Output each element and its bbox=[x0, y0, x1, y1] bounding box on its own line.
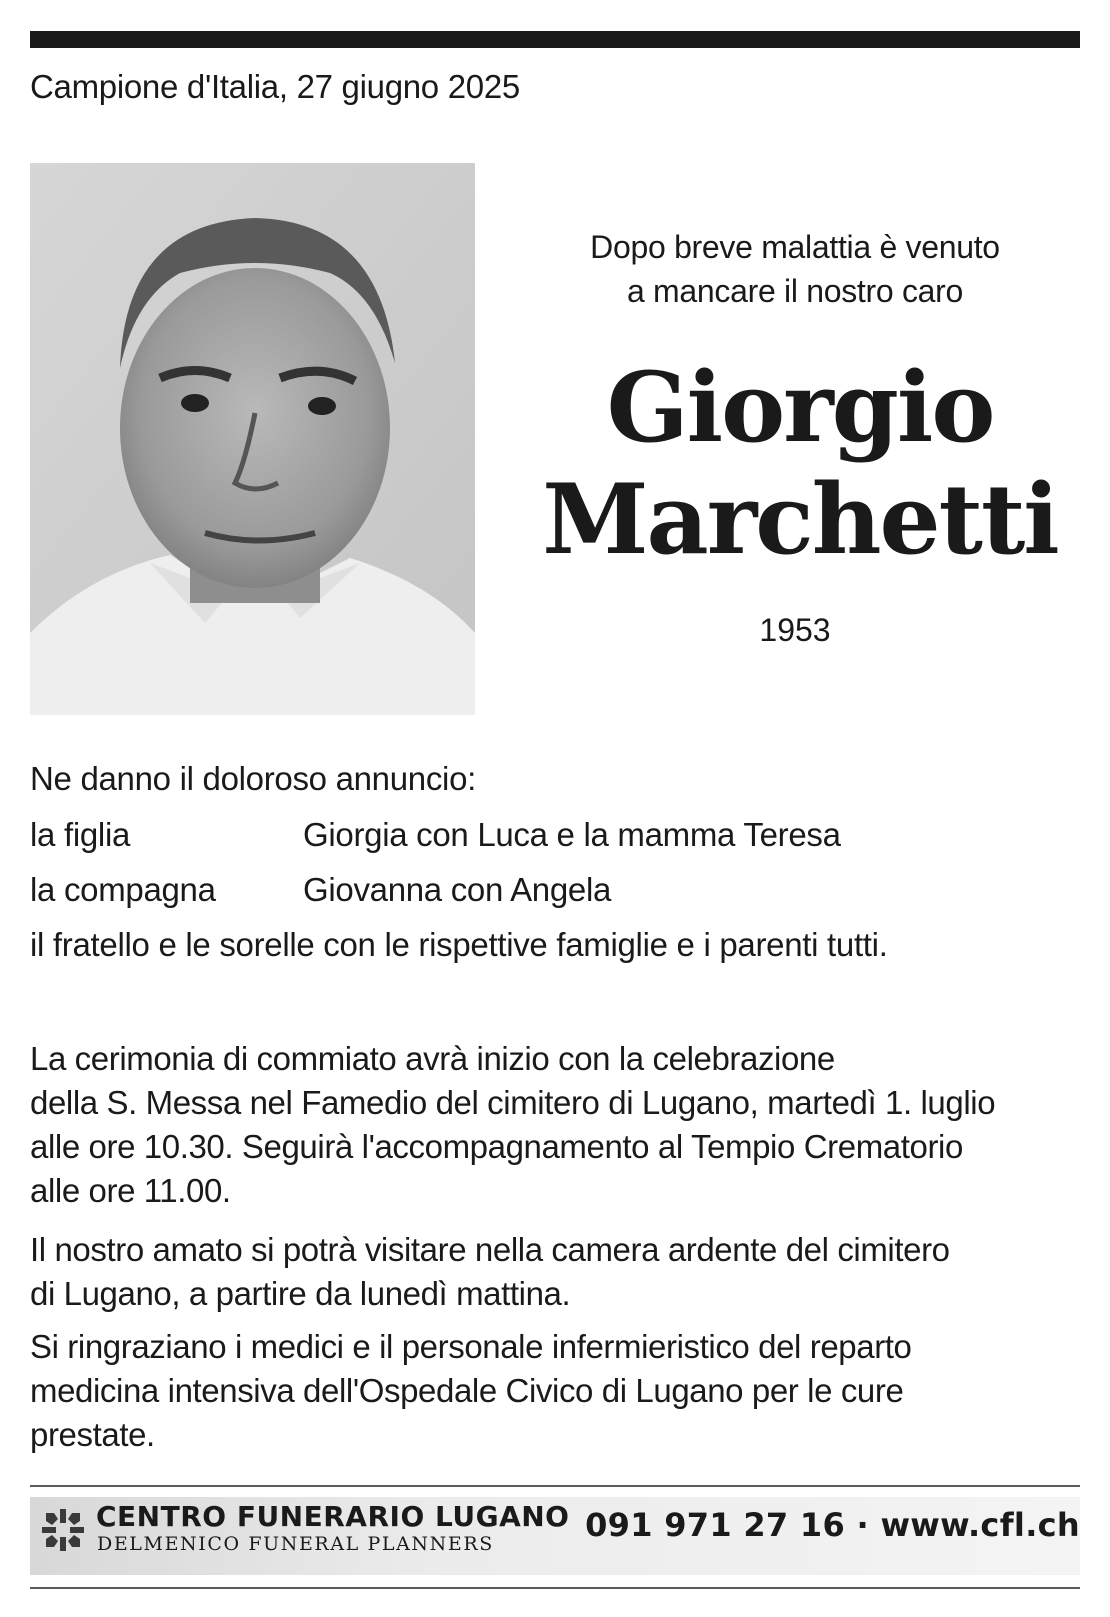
top-rule bbox=[30, 31, 1080, 48]
phone-number[interactable]: 091 971 27 16 bbox=[585, 1506, 846, 1544]
website-link[interactable]: www.cfl.ch bbox=[880, 1506, 1080, 1544]
contact-info bbox=[585, 1506, 1080, 1544]
place-date: Campione d'Italia, 27 giugno 2025 bbox=[30, 68, 520, 105]
visitation-paragraph bbox=[30, 1228, 1060, 1316]
text-line: della S. Messa nel Famedio del cimitero di Lugano, martedì 1. luglio bbox=[30, 1084, 996, 1121]
text-line: Si ringraziano i medici e il personale infermieristico del reparto bbox=[30, 1328, 912, 1365]
footer-top-rule bbox=[30, 1485, 1080, 1487]
last-name: Marchetti bbox=[542, 463, 1058, 576]
text-line: La cerimonia di commiato avrà inizio con la celebrazione bbox=[30, 1040, 835, 1077]
intro-text bbox=[530, 225, 1060, 313]
relative-names: Giorgia con Luca e la mamma Teresa bbox=[303, 816, 841, 853]
announcement-title: Ne danno il doloroso annuncio: bbox=[30, 760, 476, 797]
thanks-paragraph bbox=[30, 1325, 1060, 1457]
portrait-photo bbox=[30, 163, 475, 715]
intro-line: a mancare il nostro caro bbox=[626, 273, 964, 309]
announcement-closing: il fratello e le sorelle con le rispettive famiglie e i parenti tutti. bbox=[30, 926, 888, 963]
relative-role: la compagna bbox=[30, 871, 216, 908]
relative-names: Giovanna con Angela bbox=[303, 871, 612, 908]
cfl-logo-icon bbox=[40, 1507, 86, 1553]
text-line: alle ore 10.30. Seguirà l'accompagnamento al Tempio Crematorio bbox=[30, 1128, 963, 1165]
text-line: di Lugano, a partire da lunedì mattina. bbox=[30, 1275, 571, 1312]
deceased-name bbox=[520, 352, 1080, 576]
text-line: alle ore 11.00. bbox=[30, 1172, 231, 1209]
intro-line: Dopo breve malattia è venuto bbox=[590, 229, 1000, 265]
footer-bottom-rule bbox=[30, 1587, 1080, 1589]
text-line: prestate. bbox=[30, 1416, 155, 1453]
ceremony-paragraph bbox=[30, 1037, 1060, 1213]
relative-role: la figlia bbox=[30, 816, 131, 853]
separator-dot: · bbox=[856, 1506, 869, 1544]
birth-year: 1953 bbox=[759, 612, 831, 648]
funeral-home-tagline: DELMENICO FUNERAL PLANNERS bbox=[97, 1533, 494, 1555]
funeral-home-name: CENTRO FUNERARIO LUGANO bbox=[96, 1500, 570, 1533]
text-line: Il nostro amato si potrà visitare nella camera ardente del cimitero bbox=[30, 1231, 950, 1268]
first-name: Giorgio bbox=[606, 351, 994, 464]
text-line: medicina intensiva dell'Ospedale Civico di Lugano per le cure bbox=[30, 1372, 904, 1409]
